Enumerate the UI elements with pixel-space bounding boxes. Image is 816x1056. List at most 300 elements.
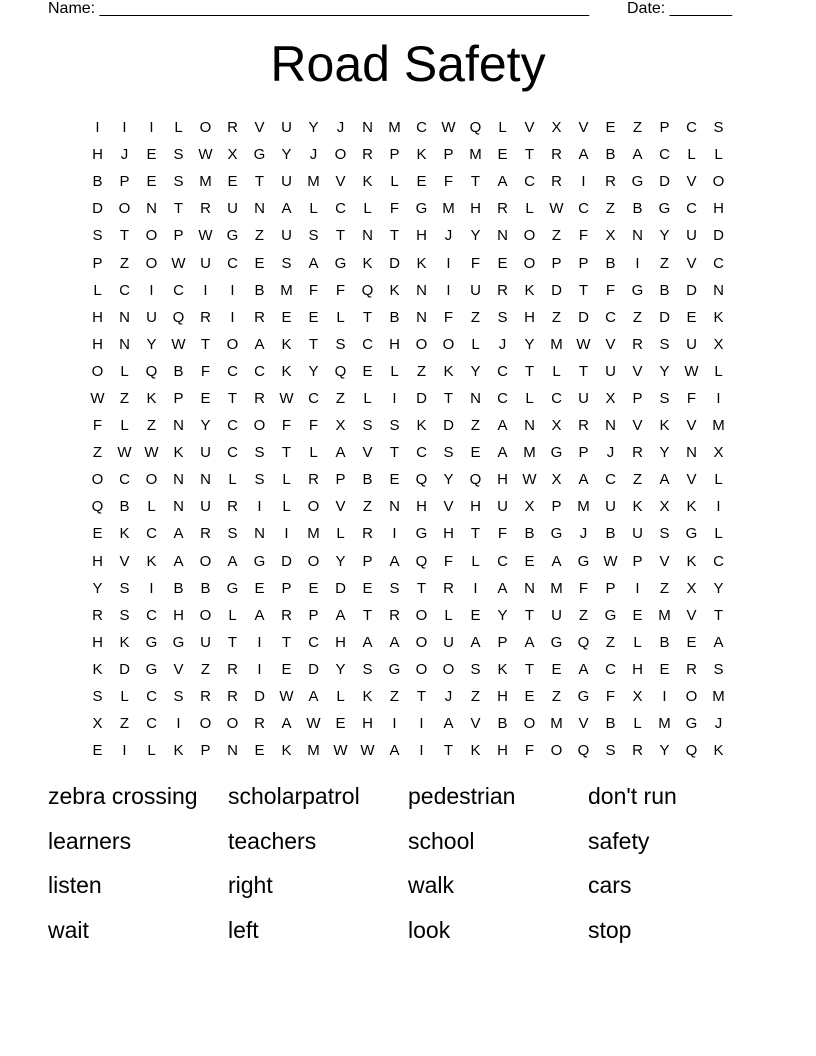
- grid-letter: D: [659, 308, 670, 326]
- grid-letter: R: [497, 200, 508, 218]
- grid-letter: L: [471, 552, 480, 570]
- grid-letter: C: [659, 146, 670, 164]
- grid-row: [84, 493, 732, 520]
- grid-letter: W: [441, 119, 456, 137]
- grid-letter: L: [228, 471, 237, 489]
- grid-row: [84, 737, 732, 764]
- grid-letter: I: [257, 498, 262, 516]
- grid-letter: Y: [335, 660, 346, 678]
- grid-letter: X: [551, 471, 562, 489]
- grid-letter: D: [335, 579, 346, 597]
- grid-letter: S: [659, 389, 670, 407]
- grid-letter: W: [198, 146, 213, 164]
- grid-letter: C: [227, 362, 238, 380]
- grid-letter: A: [281, 200, 292, 218]
- grid-letter: Y: [659, 227, 670, 245]
- grid-letter: T: [281, 444, 292, 462]
- grid-letter: B: [605, 254, 616, 272]
- grid-letter: I: [149, 579, 154, 597]
- grid-letter: X: [632, 688, 643, 706]
- grid-letter: U: [686, 227, 697, 245]
- grid-letter: F: [578, 579, 589, 597]
- grid-letter: A: [578, 471, 589, 489]
- grid-letter: P: [605, 579, 616, 597]
- grid-letter: L: [714, 471, 723, 489]
- grid-letter: B: [659, 281, 670, 299]
- grid-letter: V: [686, 254, 697, 272]
- grid-letter: G: [658, 200, 671, 218]
- grid-letter: A: [497, 173, 508, 191]
- grid-letter: S: [92, 688, 103, 706]
- grid-letter: V: [686, 173, 697, 191]
- grid-letter: B: [173, 579, 184, 597]
- grid-letter: A: [389, 633, 400, 651]
- grid-letter: U: [686, 335, 697, 353]
- grid-letter: J: [579, 525, 588, 543]
- grid-letter: C: [713, 254, 724, 272]
- grid-letter: O: [91, 471, 104, 489]
- grid-letter: A: [497, 579, 508, 597]
- grid-letter: J: [498, 335, 507, 353]
- grid-letter: I: [716, 389, 721, 407]
- grid-letter: B: [254, 281, 265, 299]
- grid-letter: N: [389, 498, 400, 516]
- grid-letter: Y: [308, 362, 319, 380]
- grid-letter: L: [147, 498, 156, 516]
- grid-letter: L: [363, 389, 372, 407]
- grid-letter: Y: [146, 335, 157, 353]
- grid-letter: Y: [200, 417, 211, 435]
- grid-letter: L: [174, 119, 183, 137]
- grid-letter: D: [254, 688, 265, 706]
- grid-letter: C: [335, 200, 346, 218]
- grid-letter: X: [686, 579, 697, 597]
- word-list-item: pedestrian: [408, 783, 516, 809]
- grid-letter: Z: [200, 660, 211, 678]
- grid-letter: K: [119, 633, 130, 651]
- grid-letter: B: [605, 525, 616, 543]
- grid-row: [84, 656, 732, 683]
- grid-letter: E: [308, 579, 319, 597]
- grid-letter: A: [254, 335, 265, 353]
- grid-letter: W: [171, 254, 186, 272]
- grid-letter: C: [713, 552, 724, 570]
- grid-letter: N: [362, 119, 373, 137]
- grid-letter: F: [200, 362, 211, 380]
- grid-row: [84, 358, 732, 385]
- grid-letter: A: [173, 525, 184, 543]
- grid-letter: F: [686, 389, 697, 407]
- grid-letter: T: [443, 742, 454, 760]
- grid-letter: U: [200, 633, 211, 651]
- grid-letter: T: [524, 606, 535, 624]
- grid-letter: Q: [469, 471, 482, 489]
- grid-letter: A: [551, 552, 562, 570]
- grid-letter: R: [227, 688, 238, 706]
- grid-letter: U: [227, 200, 238, 218]
- grid-letter: Y: [470, 227, 481, 245]
- grid-letter: I: [95, 119, 100, 137]
- grid-letter: S: [362, 660, 373, 678]
- grid-row: [84, 466, 732, 493]
- grid-letter: M: [550, 335, 563, 353]
- grid-letter: K: [659, 417, 670, 435]
- grid-letter: N: [416, 308, 427, 326]
- grid-letter: L: [120, 688, 129, 706]
- grid-letter: S: [605, 742, 616, 760]
- grid-letter: S: [659, 525, 670, 543]
- grid-letter: E: [632, 606, 643, 624]
- grid-letter: O: [145, 227, 158, 245]
- grid-letter: N: [119, 335, 130, 353]
- grid-letter: G: [577, 688, 590, 706]
- grid-letter: Z: [389, 688, 400, 706]
- grid-letter: N: [254, 525, 265, 543]
- grid-letter: Y: [524, 335, 535, 353]
- grid-letter: S: [119, 606, 130, 624]
- grid-letter: L: [336, 688, 345, 706]
- grid-letter: O: [550, 742, 563, 760]
- grid-letter: T: [227, 389, 238, 407]
- grid-letter: T: [524, 660, 535, 678]
- grid-letter: F: [308, 281, 319, 299]
- grid-row: [84, 249, 732, 276]
- grid-letter: S: [362, 417, 373, 435]
- grid-letter: R: [92, 606, 103, 624]
- grid-letter: S: [389, 579, 400, 597]
- grid-letter: U: [200, 444, 211, 462]
- grid-letter: C: [686, 200, 697, 218]
- grid-letter: Q: [361, 281, 374, 299]
- grid-letter: Z: [362, 498, 373, 516]
- grid-letter: Z: [551, 308, 562, 326]
- grid-letter: V: [632, 417, 643, 435]
- grid-letter: P: [119, 173, 130, 191]
- grid-letter: O: [685, 688, 698, 706]
- grid-letter: Q: [469, 119, 482, 137]
- grid-letter: E: [227, 173, 238, 191]
- grid-letter: F: [497, 525, 508, 543]
- grid-letter: A: [443, 715, 454, 733]
- grid-letter: N: [173, 498, 184, 516]
- grid-letter: Z: [470, 417, 481, 435]
- word-list-item: wait: [48, 916, 89, 943]
- grid-letter: R: [632, 444, 643, 462]
- grid-letter: H: [92, 633, 103, 651]
- grid-letter: L: [444, 606, 453, 624]
- grid-letter: H: [362, 715, 373, 733]
- grid-letter: N: [173, 417, 184, 435]
- grid-letter: L: [390, 362, 399, 380]
- grid-letter: E: [551, 660, 562, 678]
- grid-letter: I: [716, 498, 721, 516]
- grid-letter: D: [281, 552, 292, 570]
- grid-letter: V: [686, 606, 697, 624]
- grid-letter: Z: [632, 471, 643, 489]
- grid-row: [84, 548, 732, 575]
- grid-letter: I: [419, 715, 424, 733]
- grid-letter: M: [550, 715, 563, 733]
- grid-letter: B: [200, 579, 211, 597]
- grid-letter: X: [227, 146, 238, 164]
- grid-letter: E: [146, 146, 157, 164]
- grid-letter: Z: [119, 389, 130, 407]
- grid-letter: Z: [119, 715, 130, 733]
- grid-letter: J: [444, 688, 453, 706]
- grid-letter: N: [524, 579, 535, 597]
- grid-letter: C: [146, 715, 157, 733]
- grid-letter: F: [605, 281, 616, 299]
- grid-letter: L: [525, 389, 534, 407]
- grid-letter: K: [281, 335, 292, 353]
- grid-letter: G: [604, 606, 617, 624]
- grid-letter: H: [335, 633, 346, 651]
- grid-letter: H: [416, 498, 427, 516]
- grid-letter: P: [92, 254, 103, 272]
- grid-letter: Y: [659, 362, 670, 380]
- grid-letter: O: [334, 146, 347, 164]
- grid-letter: Z: [335, 389, 346, 407]
- grid-letter: Q: [415, 471, 428, 489]
- grid-letter: D: [551, 281, 562, 299]
- grid-letter: W: [90, 389, 105, 407]
- grid-letter: A: [497, 444, 508, 462]
- grid-letter: C: [551, 389, 562, 407]
- grid-letter: Z: [254, 227, 265, 245]
- grid-letter: T: [470, 525, 481, 543]
- grid-letter: I: [176, 715, 181, 733]
- grid-letter: N: [686, 444, 697, 462]
- grid-letter: P: [173, 389, 184, 407]
- grid-letter: O: [442, 335, 455, 353]
- grid-letter: L: [147, 742, 156, 760]
- word-list-item: cars: [588, 872, 632, 898]
- grid-letter: K: [281, 742, 292, 760]
- grid-letter: F: [335, 281, 346, 299]
- grid-letter: H: [92, 308, 103, 326]
- grid-letter: P: [551, 254, 562, 272]
- grid-letter: C: [416, 444, 427, 462]
- grid-letter: E: [254, 579, 265, 597]
- grid-letter: T: [713, 606, 724, 624]
- grid-letter: I: [635, 254, 640, 272]
- grid-letter: C: [497, 389, 508, 407]
- grid-letter: V: [524, 119, 535, 137]
- grid-letter: I: [581, 173, 586, 191]
- grid-row: [84, 385, 732, 412]
- grid-letter: S: [497, 308, 508, 326]
- grid-letter: J: [309, 146, 318, 164]
- grid-letter: E: [254, 742, 265, 760]
- grid-letter: E: [335, 715, 346, 733]
- grid-letter: O: [199, 552, 212, 570]
- grid-letter: E: [605, 119, 616, 137]
- grid-letter: T: [578, 281, 589, 299]
- grid-letter: O: [523, 715, 536, 733]
- grid-letter: A: [308, 688, 319, 706]
- grid-letter: G: [145, 660, 158, 678]
- grid-letter: N: [146, 200, 157, 218]
- grid-letter: I: [446, 281, 451, 299]
- grid-letter: Q: [91, 498, 104, 516]
- grid-letter: V: [686, 417, 697, 435]
- grid-letter: R: [254, 308, 265, 326]
- grid-letter: T: [443, 389, 454, 407]
- grid-letter: U: [578, 389, 589, 407]
- grid-letter: F: [578, 227, 589, 245]
- grid-row: [84, 168, 732, 195]
- grid-letter: F: [470, 254, 481, 272]
- grid-letter: X: [524, 498, 535, 516]
- grid-letter: E: [524, 688, 535, 706]
- grid-letter: P: [497, 633, 508, 651]
- grid-letter: U: [281, 119, 292, 137]
- grid-letter: C: [362, 335, 373, 353]
- grid-letter: L: [633, 715, 642, 733]
- grid-letter: R: [254, 389, 265, 407]
- grid-letter: X: [92, 715, 103, 733]
- grid-letter: W: [279, 688, 294, 706]
- grid-letter: C: [119, 471, 130, 489]
- grid-letter: L: [498, 119, 507, 137]
- grid-letter: T: [308, 335, 319, 353]
- grid-letter: Q: [172, 308, 185, 326]
- grid-letter: W: [117, 444, 132, 462]
- grid-letter: I: [203, 281, 208, 299]
- grid-letter: Z: [659, 579, 670, 597]
- grid-letter: O: [199, 606, 212, 624]
- grid-letter: N: [605, 417, 616, 435]
- grid-letter: B: [605, 146, 616, 164]
- grid-letter: M: [658, 715, 671, 733]
- grid-letter: K: [362, 688, 373, 706]
- grid-letter: D: [389, 254, 400, 272]
- grid-letter: I: [149, 281, 154, 299]
- grid-letter: D: [308, 660, 319, 678]
- word-list-item: walk: [408, 872, 455, 898]
- grid-letter: W: [171, 335, 186, 353]
- grid-letter: E: [281, 308, 292, 326]
- grid-letter: X: [335, 417, 346, 435]
- grid-letter: P: [632, 389, 643, 407]
- grid-letter: A: [713, 633, 724, 651]
- grid-letter: T: [227, 633, 238, 651]
- grid-letter: Z: [92, 444, 103, 462]
- grid-letter: U: [443, 633, 454, 651]
- grid-letter: P: [659, 119, 670, 137]
- grid-letter: S: [308, 227, 319, 245]
- grid-letter: L: [714, 525, 723, 543]
- word-list-item: left: [228, 916, 259, 943]
- grid-letter: G: [685, 525, 698, 543]
- grid-letter: K: [146, 389, 157, 407]
- grid-letter: C: [227, 254, 238, 272]
- grid-letter: L: [687, 146, 696, 164]
- grid-letter: K: [713, 308, 724, 326]
- grid-letter: O: [712, 173, 725, 191]
- grid-letter: O: [415, 660, 428, 678]
- name-field: Name: _______________________________________________________: [48, 0, 589, 17]
- grid-letter: I: [473, 579, 478, 597]
- grid-letter: O: [442, 660, 455, 678]
- grid-letter: O: [523, 227, 536, 245]
- grid-row: [84, 710, 732, 737]
- grid-letter: E: [524, 552, 535, 570]
- grid-row: [84, 141, 732, 168]
- grid-letter: K: [686, 552, 697, 570]
- grid-letter: G: [550, 525, 563, 543]
- grid-letter: L: [120, 362, 129, 380]
- grid-letter: F: [281, 417, 292, 435]
- grid-letter: O: [91, 362, 104, 380]
- grid-letter: C: [308, 633, 319, 651]
- grid-row: [84, 602, 732, 629]
- grid-letter: I: [149, 119, 154, 137]
- grid-letter: P: [281, 579, 292, 597]
- grid-letter: U: [497, 498, 508, 516]
- grid-letter: C: [227, 417, 238, 435]
- word-list-item: learners: [48, 827, 132, 854]
- grid-letter: D: [92, 200, 103, 218]
- word-list-item: scholarpatrol: [228, 783, 360, 809]
- grid-letter: T: [119, 227, 130, 245]
- grid-letter: U: [146, 308, 157, 326]
- grid-letter: E: [308, 308, 319, 326]
- grid-letter: K: [470, 742, 481, 760]
- grid-letter: A: [389, 742, 400, 760]
- grid-letter: C: [146, 606, 157, 624]
- grid-letter: L: [120, 417, 129, 435]
- grid-letter: O: [307, 552, 320, 570]
- grid-letter: U: [281, 173, 292, 191]
- grid-letter: S: [92, 227, 103, 245]
- page-title: Road Safety: [270, 36, 546, 92]
- grid-letter: N: [119, 308, 130, 326]
- grid-letter: V: [659, 552, 670, 570]
- grid-letter: M: [550, 579, 563, 597]
- grid-letter: I: [392, 715, 397, 733]
- grid-letter: R: [227, 119, 238, 137]
- grid-letter: M: [712, 417, 725, 435]
- grid-letter: Q: [577, 742, 590, 760]
- grid-letter: M: [307, 525, 320, 543]
- grid-letter: Z: [551, 227, 562, 245]
- grid-letter: C: [686, 119, 697, 137]
- grid-letter: G: [550, 633, 563, 651]
- grid-letter: T: [416, 579, 427, 597]
- grid-letter: G: [577, 552, 590, 570]
- grid-letter: U: [281, 227, 292, 245]
- grid-letter: X: [551, 417, 562, 435]
- grid-letter: Z: [146, 417, 157, 435]
- grid-letter: T: [254, 173, 265, 191]
- grid-letter: K: [416, 417, 427, 435]
- grid-letter: I: [230, 281, 235, 299]
- grid-letter: T: [362, 308, 373, 326]
- grid-letter: K: [713, 742, 724, 760]
- grid-letter: K: [497, 660, 508, 678]
- grid-letter: S: [443, 444, 454, 462]
- grid-letter: Z: [605, 200, 616, 218]
- grid-letter: T: [200, 335, 211, 353]
- grid-letter: Z: [632, 119, 643, 137]
- word-list-item: safety: [588, 827, 650, 854]
- grid-letter: N: [227, 742, 238, 760]
- grid-letter: T: [389, 227, 400, 245]
- grid-letter: H: [389, 335, 400, 353]
- grid-letter: S: [281, 254, 292, 272]
- grid-letter: P: [443, 146, 454, 164]
